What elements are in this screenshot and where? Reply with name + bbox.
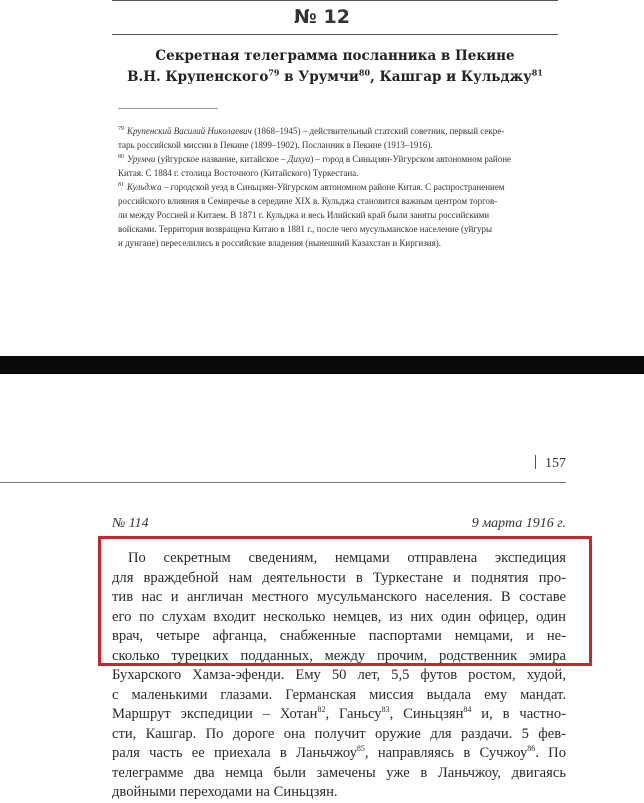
body-line: раля часть ее приехала в Ланьчжоу$^{85}$, направляясь в Сучжоу$^{86}$. По	[112, 744, 567, 761]
document-date: 9 марта 1916 г.	[471, 516, 566, 531]
title-line-1: Секретная телеграмма посланника в Пекине	[155, 48, 515, 64]
body-line: телеграмме два немца были замечены уже в Ланьчжоу, двигаясь	[112, 764, 566, 781]
footnote-79: $^{79}$ Крупенский Василий Николаевич (1868–1945) – действительный статский советник, первый секре- тарь российской миссии в Пекине (1899–1902). Посланник в Пекине (1913–1916).	[118, 126, 505, 150]
header-rule	[0, 482, 566, 483]
document-number: № 114	[112, 516, 149, 531]
number-underline	[112, 34, 558, 35]
top-page	[0, 0, 644, 356]
document-title	[112, 46, 558, 88]
page-divider	[0, 356, 644, 374]
body-line: тив нас и англичан местного мусульманского населения. В составе	[112, 589, 566, 605]
body-line: сколько турецких подданных, между прочим, родственник эмира	[112, 647, 566, 664]
body-line: Бухарского Хамза-эфенди. Ему 50 лет, 5,5 футов ростом, худой,	[112, 667, 566, 683]
body-line: Маршрут экспедиции – Хотан$^{82}$, Ганьсу$^{83}$, Синьцзян$^{84}$ и, в частно-	[112, 705, 566, 722]
body-line: сти, Кашгар. По дороге она получит оружие для раздачи. 5 фев-	[112, 725, 566, 742]
document-meta	[112, 516, 566, 536]
body-line: врач, четыре афганца, снабженные паспортами немцами, и не-	[112, 628, 566, 644]
page-number: 157	[535, 455, 566, 472]
footnote-81: $^{81}$ Кульджа – городской уезд в Синьцзян-Уйгурском автономном районе Китая. С распространением российского влияния в Семиречье в середине XIX в. Кульджа становится важным центром торгов- ли между Россией и Китаем. В 1871 г. Кульджа и весь Илийский край были заняты российскими войсками. Территория возвращена Китаю в 1881 г., после чего мусульманское население (уйгуры и дунгане) переселились в российские владения (нынешний Казахстан и Киргизия).	[118, 182, 505, 248]
footnote-separator	[118, 108, 218, 109]
footnotes	[118, 124, 558, 250]
top-doc-number: № 12	[294, 6, 350, 28]
body-line: для враждебной нам деятельности в Туркестане и поднятия про-	[112, 569, 566, 586]
top-rule	[112, 0, 558, 1]
title-line-2: В.Н. Крупенского$^{79}$ в Урумчи$^{80}$, Кашгар и Кульджу$^{81}$	[127, 67, 543, 85]
body-line: По секретным сведениям, немцами отправлена экспедиция	[128, 550, 566, 566]
body-line: с маленькими глазами. Германская миссия выдала ему мандат.	[112, 686, 566, 703]
body-line: его по слухам входит несколько немцев, из них один офицер, один	[112, 608, 566, 625]
document-body	[112, 549, 566, 803]
page-number-bar	[535, 455, 536, 469]
body-line: двойными переходами на Синьцзян.	[112, 784, 338, 800]
footnote-80: $^{80}$ Урумчи (уйгурское название, китайское – Дихуа) – город в Синьцзян-Уйгурском автономном районе Китая. С 1884 г. столица Восточного (Китайского) Туркестана.	[118, 154, 512, 178]
